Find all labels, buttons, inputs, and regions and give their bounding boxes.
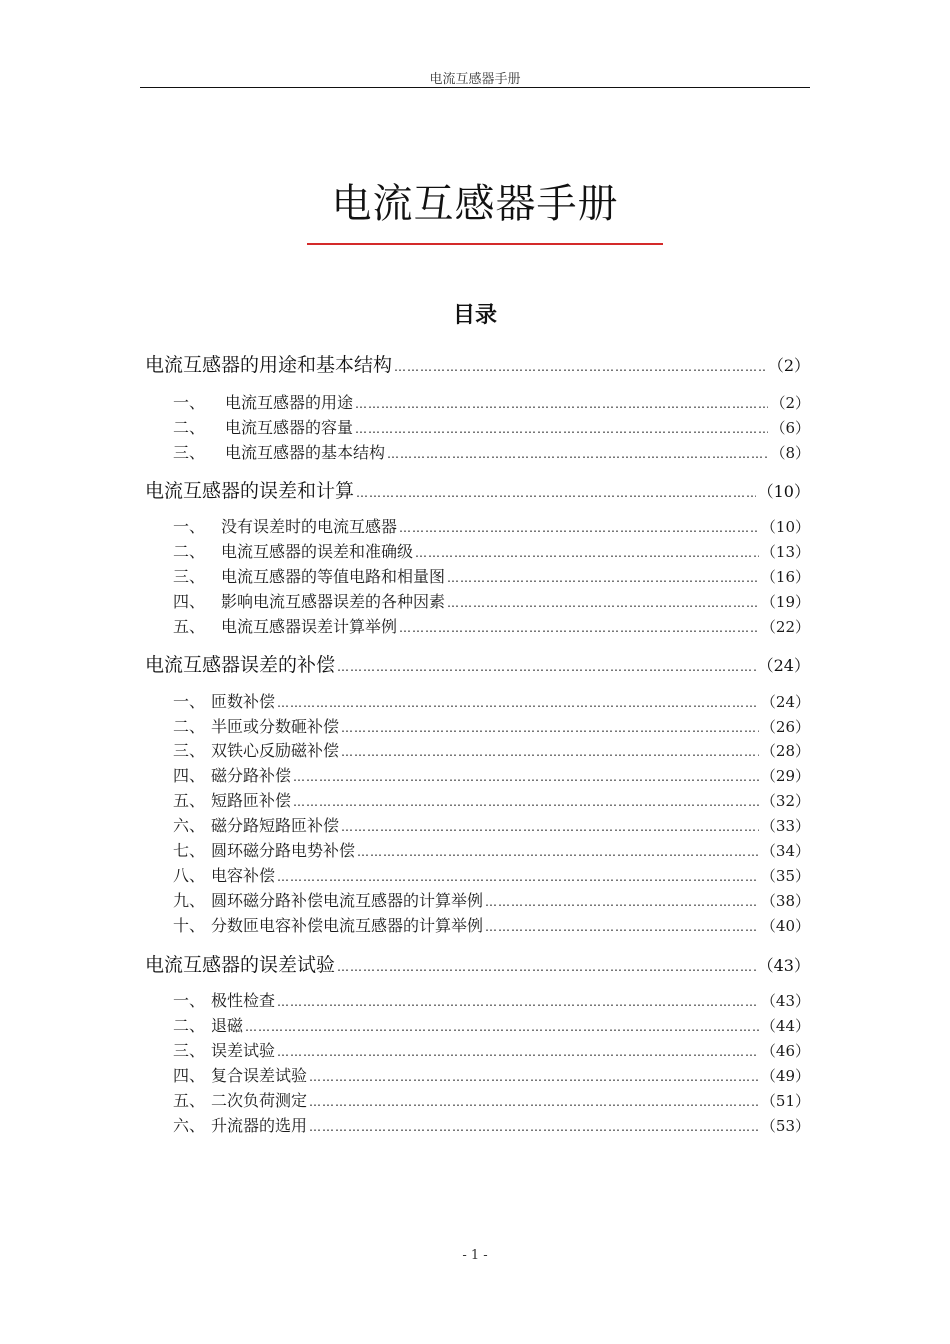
toc-item-number: 三、 [173,741,206,760]
toc-item-label: 电流互感器的容量 [225,418,354,437]
toc-item-label: 分数匝电容补偿电流互感器的计算举例 [211,916,484,935]
toc-item[interactable] [145,738,810,761]
toc-chapter[interactable] [145,476,810,503]
toc-item-number: 四、 [173,592,206,611]
toc-chapter[interactable] [145,350,810,377]
dot-leader [415,546,759,560]
toc-page-ref: （13） [760,543,810,561]
toc-item-number: 十、 [173,916,206,935]
toc-page-ref: （46） [760,1042,810,1060]
toc-item-label: 电流互感器的等值电路和相量图 [221,567,446,586]
dot-leader [356,486,756,500]
toc-page-ref: （35） [760,867,810,885]
toc-item-label: 半匝或分数砸补偿 [211,717,340,736]
toc-item[interactable] [145,440,810,463]
toc-page-ref: （10） [760,518,810,536]
dot-leader [447,596,759,610]
toc-item-number: 六、 [173,1116,206,1135]
toc-item-label: 退磁 [211,1016,244,1035]
toc-item-number: 四、 [173,766,206,785]
toc-item-number: 三、 [173,443,206,462]
toc-item-number: 二、 [173,418,206,437]
header-rule [140,87,810,88]
dot-leader [277,1045,759,1059]
toc-item[interactable] [145,838,810,861]
toc-item[interactable] [145,863,810,886]
dot-leader [309,1070,759,1084]
toc-item[interactable] [145,539,810,562]
toc-page-ref: （43） [757,956,810,975]
toc-item-label: 电流互感器的基本结构 [225,443,386,462]
document-title: 电流互感器手册 [331,181,619,227]
toc-item-number: 三、 [173,1041,206,1060]
toc-item[interactable] [145,988,810,1011]
toc-item[interactable] [145,514,810,537]
running-header: 电流互感器手册 [429,72,521,87]
toc-page-ref: （53） [760,1117,810,1135]
toc-item[interactable] [145,1063,810,1086]
toc-page-ref: （34） [760,842,810,860]
toc-item-label: 磁分路短路匝补偿 [211,816,340,835]
toc-item[interactable] [145,589,810,612]
dot-leader [309,1120,759,1134]
dot-leader [337,660,756,674]
toc-item-label: 误差试验 [211,1041,276,1060]
toc-item[interactable] [145,1038,810,1061]
toc-item-number: 九、 [173,891,206,910]
toc-item[interactable] [145,415,810,438]
toc-item[interactable] [145,788,810,811]
toc-item-number: 八、 [173,866,206,885]
toc-chapter-label: 电流互感器误差的补偿 [145,654,336,676]
toc-item-number: 三、 [173,567,206,586]
dot-leader [245,1020,759,1034]
toc-item[interactable] [145,813,810,836]
toc-item[interactable] [145,714,810,737]
dot-leader [341,820,759,834]
dot-leader [387,447,768,461]
dot-leader [485,920,759,934]
toc-item-number: 一、 [173,517,206,536]
toc-item-number: 六、 [173,816,206,835]
toc-item-number: 二、 [173,1016,206,1035]
toc-item-label: 匝数补偿 [211,692,276,711]
toc-page-ref: （29） [760,767,810,785]
toc-item-label: 磁分路补偿 [211,766,292,785]
toc-item[interactable] [145,614,810,637]
toc-item-label: 二次负荷测定 [211,1091,308,1110]
toc-item-label: 圆环磁分路电势补偿 [211,841,356,860]
toc-item-label: 电流互感器的用途 [225,393,354,412]
toc-chapter-label: 电流互感器的用途和基本结构 [145,354,393,376]
toc-item[interactable] [145,564,810,587]
toc-page-ref: （26） [760,718,810,736]
toc-item-label: 升流器的选用 [211,1116,308,1135]
dot-leader [447,571,759,585]
dot-leader [277,870,759,884]
dot-leader [394,360,766,374]
toc-item-label: 复合误差试验 [211,1066,308,1085]
toc-item-label: 圆环磁分路补偿电流互感器的计算举例 [211,891,484,910]
toc-item-label: 影响电流互感器误差的各种因素 [221,592,446,611]
toc-page-ref: （24） [757,656,810,675]
toc-page-ref: （38） [760,892,810,910]
toc-page-ref: （51） [760,1092,810,1110]
toc-page-ref: （10） [757,482,810,501]
toc-page-ref: （33） [760,817,810,835]
toc-item[interactable] [145,763,810,786]
toc-item[interactable] [145,390,810,413]
toc-page-ref: （43） [760,992,810,1010]
toc-chapter[interactable] [145,650,810,677]
toc-item[interactable] [145,1088,810,1111]
toc-title: 目录 [452,302,497,328]
toc-item-number: 一、 [173,692,206,711]
dot-leader [277,995,759,1009]
dot-leader [485,895,759,909]
toc-item-label: 极性检查 [211,991,276,1010]
dot-leader [357,845,759,859]
toc-item-label: 双铁心反励磁补偿 [211,741,340,760]
dot-leader [337,960,756,974]
dot-leader [341,745,759,759]
toc-item-label: 短路匝补偿 [211,791,292,810]
toc-item-number: 五、 [173,617,206,636]
toc-page-ref: （6） [770,419,810,437]
toc-page-ref: （24） [760,693,810,711]
dot-leader [293,770,759,784]
dot-leader [355,397,768,411]
toc-page-ref: （49） [760,1067,810,1085]
dot-leader [293,795,759,809]
toc-item[interactable] [145,913,810,936]
dot-leader [399,521,759,535]
toc-page-ref: （32） [760,792,810,810]
toc-item-number: 二、 [173,717,206,736]
toc-item[interactable] [145,689,810,712]
toc-page-ref: （2） [770,394,810,412]
toc-item-number: 一、 [173,991,206,1010]
page-number: - 1 - [462,1248,488,1263]
toc-item-number: 一、 [173,393,206,412]
toc-item-label: 电流互感器的误差和准确级 [221,542,414,561]
toc-page-ref: （44） [760,1017,810,1035]
toc-page-ref: （8） [770,444,810,462]
toc-item-number: 七、 [173,841,206,860]
toc-item-number: 二、 [173,542,206,561]
title-underline [307,243,663,245]
dot-leader [309,1095,759,1109]
dot-leader [399,621,759,635]
toc-page-ref: （40） [760,917,810,935]
dot-leader [341,721,759,735]
toc-page-ref: （28） [760,742,810,760]
toc-page-ref: （2） [767,356,810,375]
dot-leader [277,696,759,710]
dot-leader [355,422,768,436]
toc-page-ref: （16） [760,568,810,586]
toc-item-number: 五、 [173,791,206,810]
toc-chapter-label: 电流互感器的误差和计算 [145,480,355,502]
toc-item[interactable] [145,888,810,911]
toc-item-label: 没有误差时的电流互感器 [221,517,398,536]
toc-chapter[interactable] [145,950,810,977]
toc-item-number: 四、 [173,1066,206,1085]
toc-item-number: 五、 [173,1091,206,1110]
toc-item[interactable] [145,1113,810,1136]
toc-page-ref: （22） [760,618,810,636]
toc-item-label: 电流互感器误差计算举例 [221,617,398,636]
toc-chapter-label: 电流互感器的误差试验 [145,954,336,976]
toc-page-ref: （19） [760,593,810,611]
toc-item-label: 电容补偿 [211,866,276,885]
toc-item[interactable] [145,1013,810,1036]
